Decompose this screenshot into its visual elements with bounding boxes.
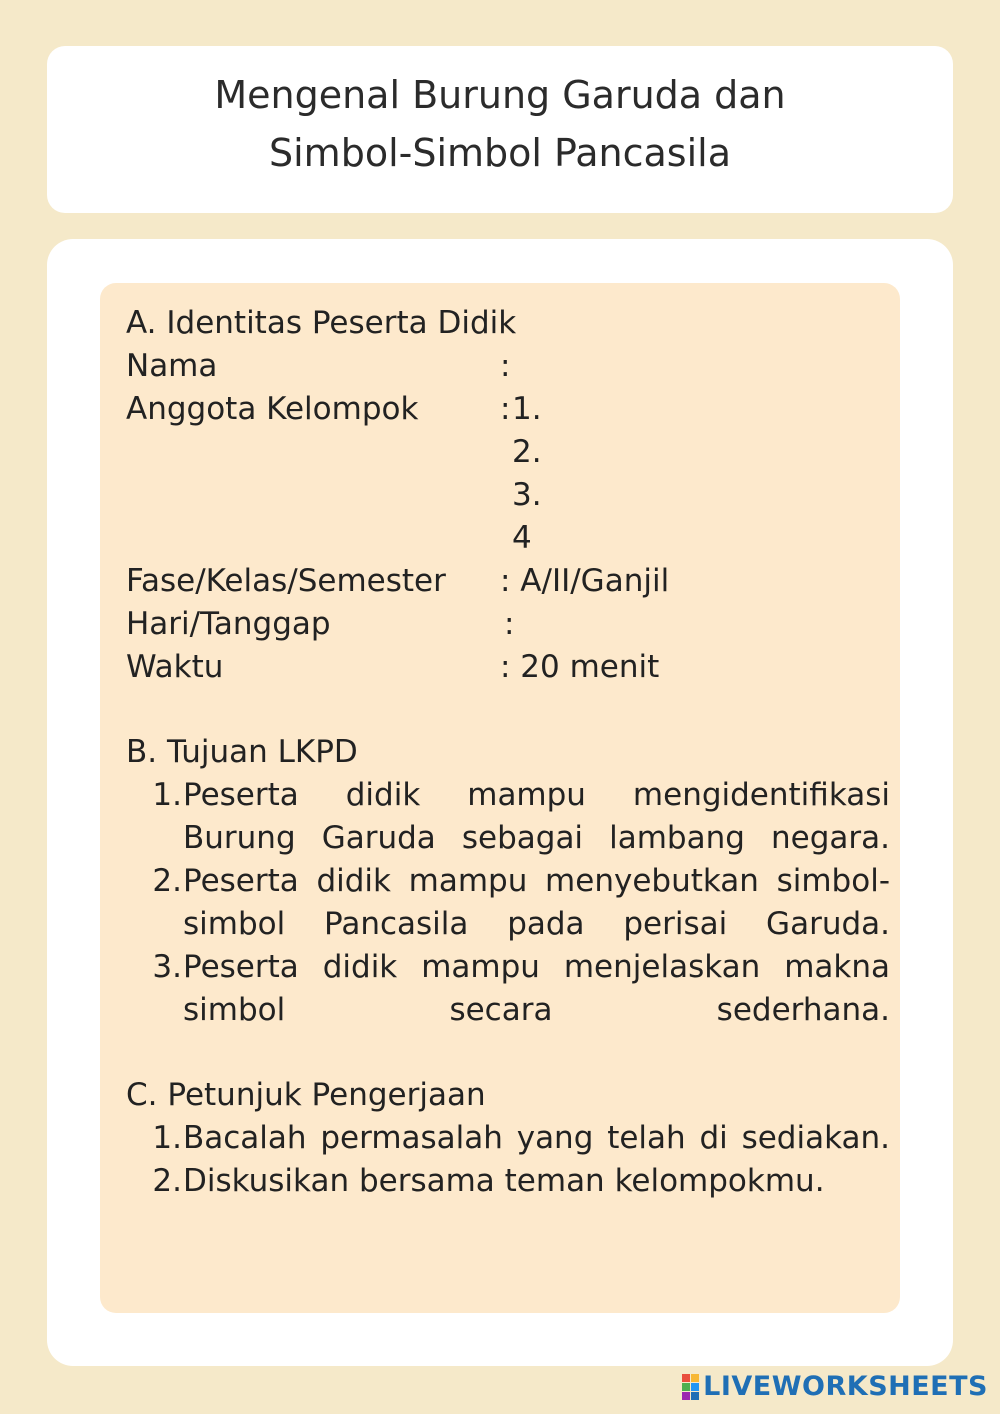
field-anggota-4[interactable] [126, 517, 890, 560]
waktu-label: Waktu [126, 649, 224, 685]
section-a-heading: A. Identitas Peserta Didik [126, 305, 517, 341]
hari-label: Hari/Tanggap [126, 606, 331, 642]
worksheet-content [126, 302, 890, 1203]
anggota-label: Anggota Kelompok [126, 391, 419, 427]
anggota-4: 4 [512, 520, 532, 556]
liveworksheets-logo-text: LIVEWORKSHEETS [703, 1371, 988, 1402]
field-fase [126, 560, 890, 603]
anggota-2: 2. [512, 434, 542, 470]
list-item: 1. Bacalah permasalah yang telah di sediakan. [152, 1120, 890, 1156]
title-card [47, 46, 953, 213]
field-nama[interactable] [126, 345, 890, 388]
hari-colon: : [504, 606, 515, 642]
anggota-colon: : [500, 391, 511, 427]
title-line-2: Simbol-Simbol Pancasila [269, 131, 731, 175]
title-line-1: Mengenal Burung Garuda dan [214, 73, 786, 117]
field-anggota-2[interactable] [126, 431, 890, 474]
fase-label: Fase/Kelas/Semester [126, 563, 446, 599]
field-waktu [126, 646, 890, 689]
list-item: 2. Diskusikan bersama teman kelompokmu. [152, 1163, 825, 1199]
section-b-heading: B. Tujuan LKPD [126, 734, 358, 770]
nama-colon: : [500, 348, 511, 384]
list-item: 2. Peserta didik mampu menyebutkan simbol-simbol Pancasila pada perisai Garuda. [152, 863, 890, 942]
section-c-list [126, 1117, 890, 1203]
section-c-heading: C. Petunjuk Pengerjaan [126, 1077, 486, 1113]
field-anggota-3[interactable] [126, 474, 890, 517]
waktu-value: : 20 menit [500, 649, 660, 685]
nama-label: Nama [126, 348, 218, 384]
anggota-1: 1. [512, 391, 542, 427]
field-hari[interactable] [126, 603, 890, 646]
liveworksheets-logo-icon [682, 1374, 699, 1400]
section-b-list [126, 774, 890, 1032]
field-anggota[interactable] [126, 388, 890, 431]
list-item: 1. Peserta didik mampu mengidentifikasi Burung Garuda sebagai lambang negara. [152, 777, 890, 856]
page-title [47, 66, 953, 182]
liveworksheets-logo[interactable] [682, 1371, 988, 1402]
list-item: 3. Peserta didik mampu menjelaskan makna simbol secara sederhana. [152, 949, 890, 1028]
fase-value: : A/II/Ganjil [500, 563, 670, 599]
anggota-3: 3. [512, 477, 542, 513]
